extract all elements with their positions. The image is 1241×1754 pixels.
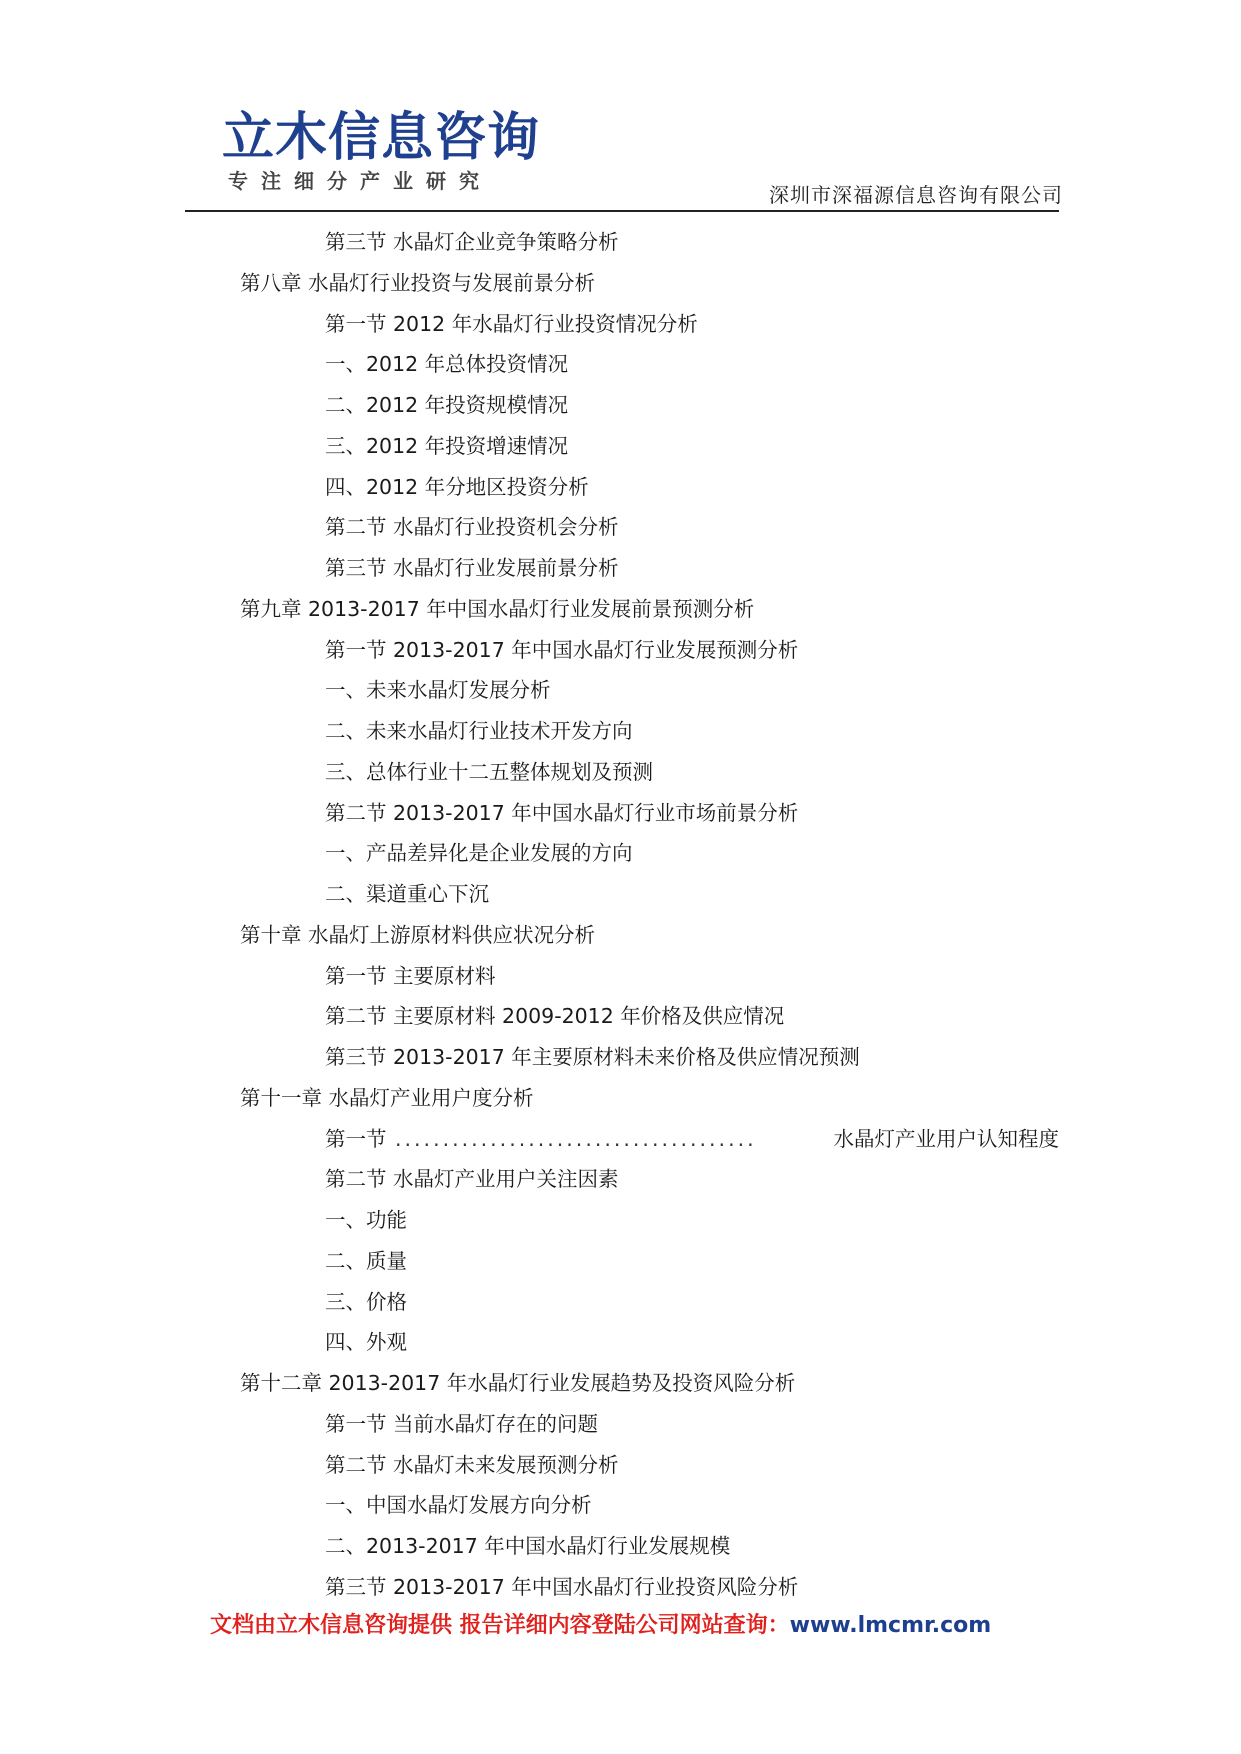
toc-entry-text: 二、2013-2017 年中国水晶灯行业发展规模 — [325, 1534, 731, 1558]
toc-chapter — [0, 263, 1241, 304]
toc-chapter — [0, 915, 1241, 956]
footer-notice: 文档由立木信息咨询提供 报告详细内容登陆公司网站查询： — [210, 1613, 790, 1638]
toc-leader-label: 第一节 — [325, 1126, 387, 1151]
toc-entry-text: 第八章 水晶灯行业投资与发展前景分析 — [240, 270, 596, 295]
toc-subsection — [0, 344, 1241, 385]
toc-subsection — [0, 385, 1241, 426]
header-divider — [185, 210, 1059, 212]
logo-title: 立木信息咨询 — [222, 107, 541, 168]
toc-section — [0, 222, 1241, 263]
toc-chapter — [0, 589, 1241, 630]
footer-website-link[interactable]: www.lmcmr.com — [789, 1613, 992, 1638]
toc-entry-text: 第三节 水晶灯企业竞争策略分析 — [325, 230, 619, 254]
toc-subsection — [0, 1282, 1241, 1323]
toc-entry-text: 第二节 主要原材料 2009-2012 年价格及供应情况 — [325, 1004, 785, 1029]
toc-entry-text: 四、2012 年分地区投资分析 — [325, 474, 589, 499]
toc-entry-text: 二、2012 年投资规模情况 — [325, 393, 569, 417]
toc-subsection — [0, 711, 1241, 752]
toc-entry-text: 二、质量 — [325, 1248, 407, 1273]
toc-subsection — [0, 752, 1241, 793]
company-name: 深圳市深福源信息咨询有限公司 — [769, 183, 1063, 207]
toc-section — [0, 304, 1241, 345]
table-of-contents — [0, 222, 1241, 1608]
toc-entry-text: 第十一章 水晶灯产业用户度分析 — [240, 1085, 534, 1110]
toc-section — [0, 1445, 1241, 1486]
toc-entry-text: 二、未来水晶灯行业技术开发方向 — [325, 719, 633, 743]
toc-subsection — [0, 467, 1241, 508]
toc-entry-text: 一、2012 年总体投资情况 — [325, 352, 569, 377]
toc-entry-text: 一、功能 — [325, 1208, 407, 1232]
toc-entry-text: 三、2012 年投资增速情况 — [325, 433, 569, 458]
toc-section — [0, 1404, 1241, 1445]
toc-section — [0, 793, 1241, 834]
toc-subsection — [0, 670, 1241, 711]
toc-entry-text: 第二节 水晶灯产业用户关注因素 — [325, 1167, 619, 1192]
toc-entry-text: 第三节 水晶灯行业发展前景分析 — [325, 556, 619, 580]
toc-entry-text: 二、渠道重心下沉 — [325, 882, 489, 906]
toc-subsection — [0, 1526, 1241, 1567]
toc-entry-text: 第三节 2013-2017 年主要原材料未来价格及供应情况预测 — [325, 1045, 860, 1069]
toc-section — [0, 1159, 1241, 1200]
toc-subsection — [0, 426, 1241, 467]
logo-subtitle: 专注细分产业研究 — [228, 169, 492, 193]
toc-entry-text: 第二节 水晶灯未来发展预测分析 — [325, 1452, 619, 1477]
toc-subsection — [0, 1241, 1241, 1282]
toc-section — [0, 956, 1241, 997]
toc-entry-text: 第十二章 2013-2017 年水晶灯行业发展趋势及投资风险分析 — [240, 1371, 796, 1395]
page-header — [0, 0, 1241, 212]
toc-section — [0, 548, 1241, 589]
toc-entry-text: 第一节 2012 年水晶灯行业投资情况分析 — [325, 311, 698, 336]
toc-dot-leader: ...................................... — [395, 1126, 757, 1151]
toc-subsection — [0, 1200, 1241, 1241]
toc-entry-text: 三、价格 — [325, 1289, 407, 1314]
toc-entry-text: 第二节 水晶灯行业投资机会分析 — [325, 515, 619, 540]
page-footer — [210, 1610, 991, 1642]
toc-entry-text: 四、外观 — [325, 1330, 407, 1355]
toc-entry-text: 一、中国水晶灯发展方向分析 — [325, 1493, 592, 1518]
toc-section — [0, 507, 1241, 548]
toc-section — [0, 630, 1241, 671]
toc-entry-text: 第九章 2013-2017 年中国水晶灯行业发展前景预测分析 — [240, 596, 755, 621]
toc-entry-text: 三、总体行业十二五整体规划及预测 — [325, 759, 653, 784]
toc-entry-text: 第三节 2013-2017 年中国水晶灯行业投资风险分析 — [325, 1574, 799, 1599]
toc-chapter — [0, 1363, 1241, 1404]
toc-entry-text: 第一节 当前水晶灯存在的问题 — [325, 1411, 599, 1436]
toc-subsection — [0, 1322, 1241, 1363]
toc-section — [0, 1037, 1241, 1078]
toc-entry-text: 第二节 2013-2017 年中国水晶灯行业市场前景分析 — [325, 800, 799, 825]
toc-leader-title: 水晶灯产业用户认知程度 — [830, 1119, 1060, 1160]
toc-entry-text: 第一节 主要原材料 — [325, 963, 496, 988]
toc-entry-text: 一、产品差异化是企业发展的方向 — [325, 841, 633, 866]
toc-entry-text: 一、未来水晶灯发展分析 — [325, 678, 551, 703]
toc-entry-text: 第十章 水晶灯上游原材料供应状况分析 — [240, 922, 596, 947]
toc-subsection — [0, 1485, 1241, 1526]
toc-subsection — [0, 874, 1241, 915]
toc-entry-text: 第一节 2013-2017 年中国水晶灯行业发展预测分析 — [325, 637, 799, 662]
toc-section — [0, 1119, 1241, 1160]
toc-section — [0, 996, 1241, 1037]
toc-subsection — [0, 833, 1241, 874]
toc-section — [0, 1567, 1241, 1608]
toc-chapter — [0, 1078, 1241, 1119]
